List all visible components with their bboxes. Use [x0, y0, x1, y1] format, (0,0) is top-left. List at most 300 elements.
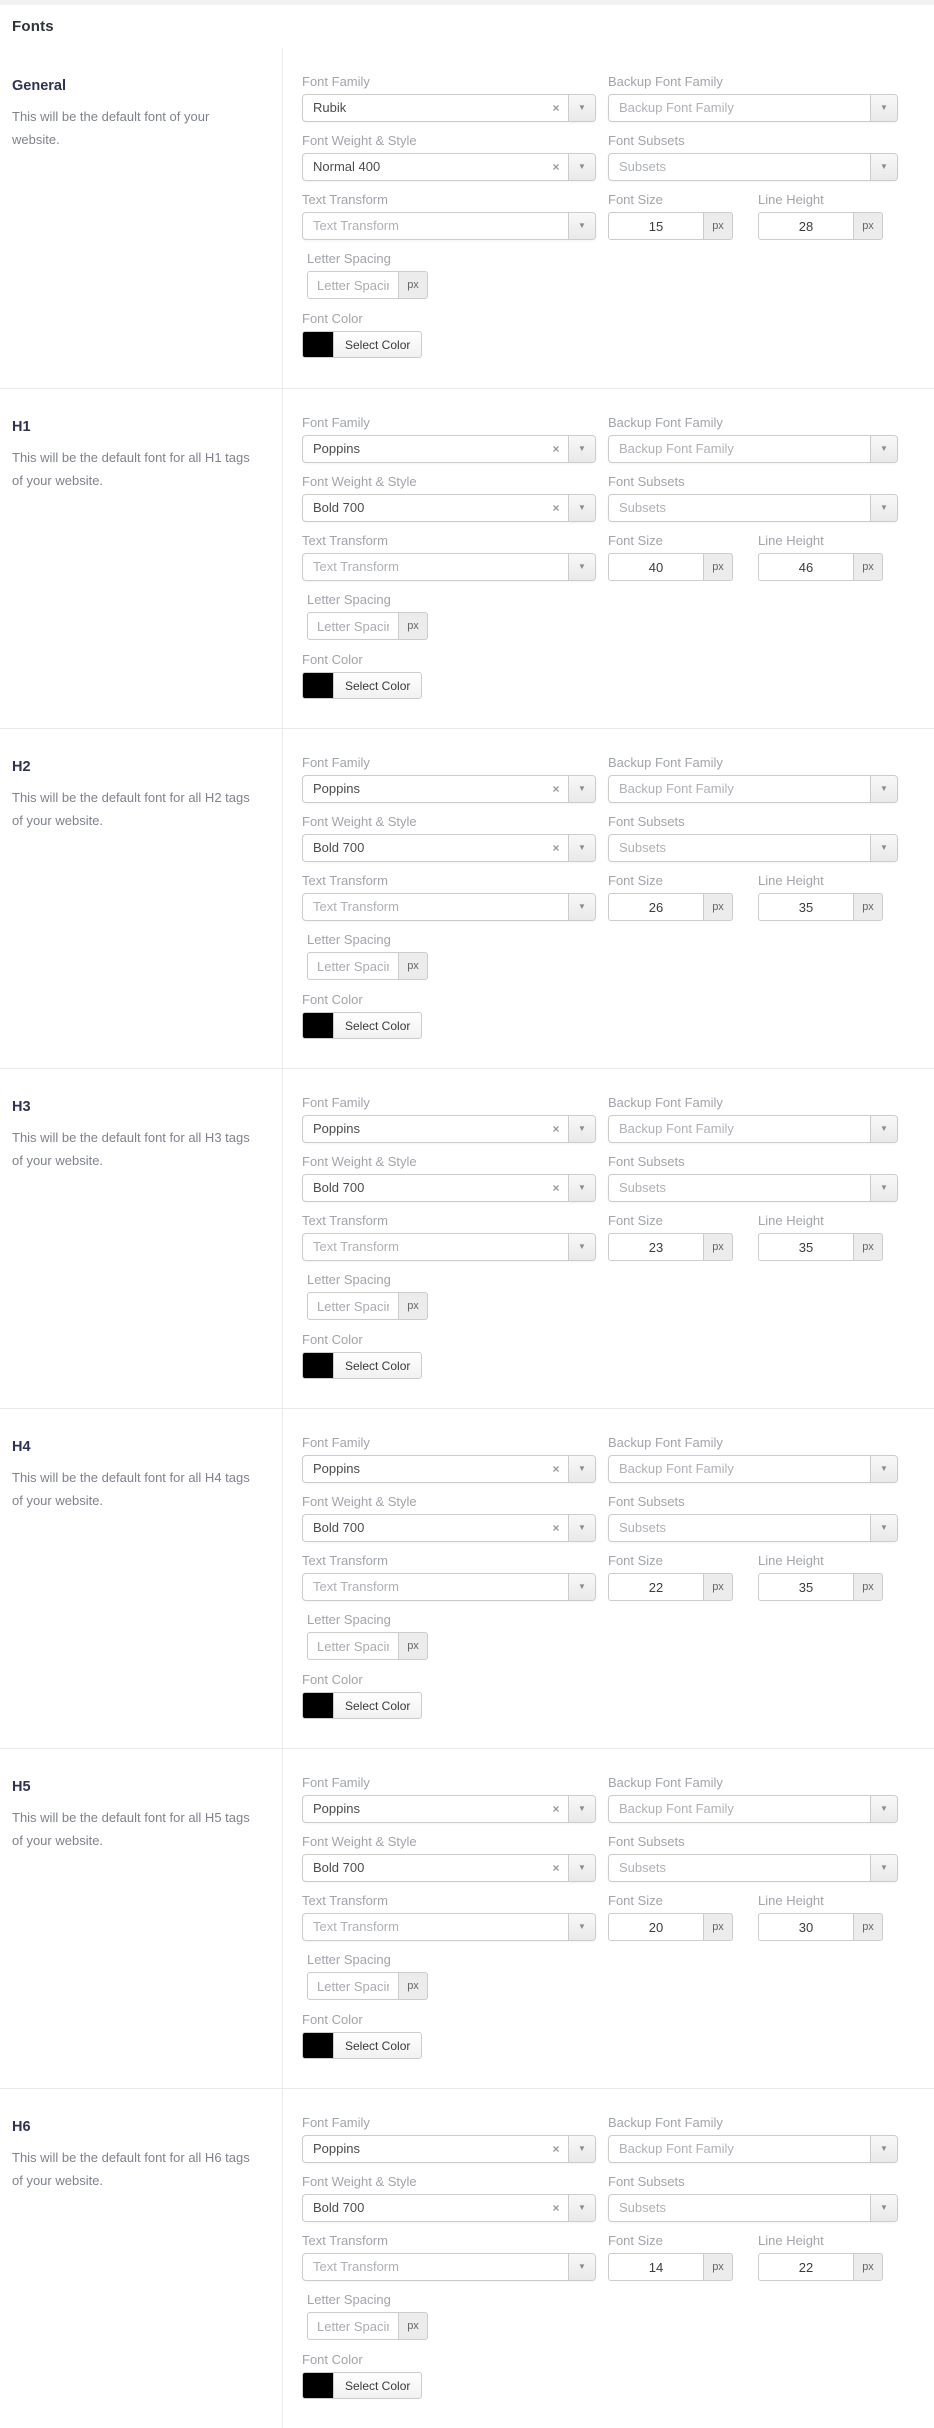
- line-height-field: [758, 192, 883, 240]
- chevron-down-icon: ▼: [578, 562, 586, 571]
- font-weight-label: Font Weight & Style: [302, 1154, 417, 1169]
- dropdown-toggle[interactable]: [870, 95, 897, 121]
- line-height-input[interactable]: [758, 212, 854, 240]
- section-fields: [283, 1409, 934, 1748]
- px-unit-suffix: px: [398, 952, 428, 980]
- section-info: [0, 48, 283, 388]
- line-height-input[interactable]: [758, 893, 854, 921]
- line-height-input[interactable]: [758, 1913, 854, 1941]
- letter-spacing-field: [307, 251, 922, 299]
- dropdown-toggle[interactable]: [870, 1796, 897, 1822]
- text-transform-select[interactable]: [302, 212, 596, 240]
- px-unit-suffix: px: [398, 1292, 428, 1320]
- line-height-input[interactable]: [758, 553, 854, 581]
- px-unit-suffix: px: [703, 1573, 733, 1601]
- font-color-field: [302, 1672, 922, 1723]
- chevron-down-icon: ▼: [578, 784, 586, 793]
- px-unit-suffix: px: [853, 2253, 883, 2281]
- font-family-field: [302, 1775, 596, 1823]
- dropdown-toggle[interactable]: [568, 2195, 595, 2221]
- backup-font-family-placeholder: Backup Font Family: [619, 2141, 734, 2156]
- section-info: [0, 2089, 283, 2428]
- dropdown-toggle[interactable]: [870, 1515, 897, 1541]
- clear-icon[interactable]: ×: [552, 2142, 560, 2156]
- section-fields: [283, 2089, 934, 2428]
- letter-spacing-label: Letter Spacing: [307, 251, 391, 266]
- color-swatch: [303, 332, 334, 357]
- backup-font-family-field: [608, 755, 898, 803]
- font-size-input[interactable]: [608, 212, 704, 240]
- select-color-button-label: Select Color: [345, 2038, 411, 2053]
- dropdown-toggle[interactable]: [568, 1914, 595, 1940]
- section-title: General: [12, 78, 66, 94]
- color-swatch: [303, 2373, 334, 2398]
- px-unit-suffix: px: [853, 212, 883, 240]
- backup-font-family-select[interactable]: [608, 94, 898, 122]
- font-weight-label: Font Weight & Style: [302, 1834, 417, 1849]
- font-size-label: Font Size: [608, 1553, 663, 1568]
- dropdown-toggle[interactable]: [568, 1116, 595, 1142]
- font-weight-field: [302, 1494, 596, 1542]
- text-transform-select[interactable]: [302, 2253, 596, 2281]
- backup-font-family-label: Backup Font Family: [608, 415, 723, 430]
- color-swatch: [303, 673, 334, 698]
- chevron-down-icon: ▼: [578, 1804, 586, 1813]
- line-height-input[interactable]: [758, 2253, 854, 2281]
- font-subsets-select[interactable]: [608, 1854, 898, 1882]
- letter-spacing-input[interactable]: [307, 1972, 399, 2000]
- chevron-down-icon: ▼: [578, 162, 586, 171]
- dropdown-toggle[interactable]: [568, 776, 595, 802]
- chevron-down-icon: ▼: [880, 1523, 888, 1532]
- font-weight-label: Font Weight & Style: [302, 474, 417, 489]
- px-unit-suffix: px: [853, 1233, 883, 1261]
- clear-icon[interactable]: ×: [552, 1802, 560, 1816]
- section-fields: [283, 389, 934, 728]
- section-info: [0, 1409, 283, 1748]
- dropdown-toggle[interactable]: [568, 495, 595, 521]
- font-family-field: [302, 74, 596, 122]
- font-color-label: Font Color: [302, 311, 363, 326]
- section-title: H1: [12, 419, 31, 435]
- select-color-button[interactable]: [302, 1692, 422, 1719]
- px-unit-suffix: px: [398, 1632, 428, 1660]
- color-swatch: [303, 1353, 334, 1378]
- font-family-select[interactable]: [302, 1795, 596, 1823]
- font-family-label: Font Family: [302, 755, 370, 770]
- backup-font-family-placeholder: Backup Font Family: [619, 781, 734, 796]
- font-size-input[interactable]: [608, 893, 704, 921]
- font-size-label: Font Size: [608, 2233, 663, 2248]
- dropdown-toggle[interactable]: [870, 1116, 897, 1142]
- chevron-down-icon: ▼: [880, 1464, 888, 1473]
- letter-spacing-input[interactable]: [307, 952, 399, 980]
- section-fields: [283, 48, 934, 388]
- select-color-button-label: Select Color: [345, 1018, 411, 1033]
- backup-font-family-label: Backup Font Family: [608, 74, 723, 89]
- line-height-input[interactable]: [758, 1573, 854, 1601]
- font-size-input[interactable]: [608, 2253, 704, 2281]
- clear-icon[interactable]: ×: [552, 1122, 560, 1136]
- font-weight-select[interactable]: [302, 1174, 596, 1202]
- font-family-select[interactable]: [302, 1455, 596, 1483]
- px-unit-suffix: px: [398, 612, 428, 640]
- font-subsets-field: [608, 1494, 898, 1542]
- select-color-button[interactable]: [302, 672, 422, 699]
- line-height-label: Line Height: [758, 2233, 824, 2248]
- font-size-field: [608, 1213, 733, 1261]
- text-transform-label: Text Transform: [302, 873, 388, 888]
- font-color-field: [302, 2352, 922, 2403]
- font-subsets-field: [608, 1154, 898, 1202]
- text-transform-label: Text Transform: [302, 533, 388, 548]
- section-h6: [0, 2088, 934, 2428]
- color-swatch: [303, 2033, 334, 2058]
- select-color-button[interactable]: [302, 331, 422, 358]
- text-transform-field: [302, 533, 596, 581]
- text-transform-placeholder: Text Transform: [313, 1579, 399, 1594]
- chevron-down-icon: ▼: [880, 162, 888, 171]
- chevron-down-icon: ▼: [880, 1183, 888, 1192]
- clear-icon[interactable]: ×: [552, 160, 560, 174]
- line-height-field: [758, 1553, 883, 1601]
- font-size-label: Font Size: [608, 192, 663, 207]
- chevron-down-icon: ▼: [578, 1242, 586, 1251]
- font-subsets-label: Font Subsets: [608, 474, 685, 489]
- chevron-down-icon: ▼: [578, 221, 586, 230]
- font-subsets-select[interactable]: [608, 153, 898, 181]
- backup-font-family-label: Backup Font Family: [608, 755, 723, 770]
- section-h2: [0, 728, 934, 1068]
- text-transform-select[interactable]: [302, 893, 596, 921]
- font-family-label: Font Family: [302, 74, 370, 89]
- font-family-value: Poppins: [313, 1461, 360, 1476]
- line-height-label: Line Height: [758, 1553, 824, 1568]
- backup-font-family-label: Backup Font Family: [608, 1095, 723, 1110]
- line-height-field: [758, 2233, 883, 2281]
- font-family-field: [302, 415, 596, 463]
- letter-spacing-input[interactable]: [307, 1292, 399, 1320]
- letter-spacing-input[interactable]: [307, 1632, 399, 1660]
- letter-spacing-field: [307, 2292, 922, 2340]
- dropdown-toggle[interactable]: [568, 95, 595, 121]
- select-color-button[interactable]: [302, 1012, 422, 1039]
- dropdown-toggle[interactable]: [568, 2254, 595, 2280]
- dropdown-toggle[interactable]: [568, 1456, 595, 1482]
- dropdown-toggle[interactable]: [870, 2136, 897, 2162]
- chevron-down-icon: ▼: [578, 1523, 586, 1532]
- font-family-label: Font Family: [302, 415, 370, 430]
- letter-spacing-label: Letter Spacing: [307, 1952, 391, 1967]
- clear-icon[interactable]: ×: [552, 841, 560, 855]
- section-info: [0, 1069, 283, 1408]
- backup-font-family-field: [608, 74, 898, 122]
- backup-font-family-field: [608, 1435, 898, 1483]
- font-weight-select[interactable]: [302, 1514, 596, 1542]
- font-family-select[interactable]: [302, 775, 596, 803]
- chevron-down-icon: ▼: [578, 2203, 586, 2212]
- font-subsets-placeholder: Subsets: [619, 2200, 666, 2215]
- dropdown-toggle[interactable]: [870, 776, 897, 802]
- font-size-field: [608, 2233, 733, 2281]
- font-subsets-select[interactable]: [608, 494, 898, 522]
- dropdown-toggle[interactable]: [568, 1796, 595, 1822]
- letter-spacing-input[interactable]: [307, 612, 399, 640]
- font-weight-field: [302, 133, 596, 181]
- chevron-down-icon: ▼: [880, 103, 888, 112]
- letter-spacing-label: Letter Spacing: [307, 592, 391, 607]
- text-transform-select[interactable]: [302, 553, 596, 581]
- dropdown-toggle[interactable]: [568, 436, 595, 462]
- clear-icon[interactable]: ×: [552, 782, 560, 796]
- text-transform-placeholder: Text Transform: [313, 1919, 399, 1934]
- line-height-field: [758, 1893, 883, 1941]
- dropdown-toggle[interactable]: [870, 436, 897, 462]
- section-info: [0, 1749, 283, 2088]
- font-family-value: Poppins: [313, 441, 360, 456]
- chevron-down-icon: ▼: [880, 2203, 888, 2212]
- dropdown-toggle[interactable]: [568, 1574, 595, 1600]
- px-unit-suffix: px: [703, 212, 733, 240]
- font-size-field: [608, 1553, 733, 1601]
- chevron-down-icon: ▼: [578, 843, 586, 852]
- font-weight-value: Bold 700: [313, 500, 365, 515]
- px-unit-suffix: px: [703, 553, 733, 581]
- font-weight-select[interactable]: [302, 2194, 596, 2222]
- clear-icon[interactable]: ×: [552, 1861, 560, 1875]
- select-color-button-label: Select Color: [345, 1358, 411, 1373]
- font-family-value: Poppins: [313, 781, 360, 796]
- font-subsets-select[interactable]: [608, 2194, 898, 2222]
- dropdown-toggle[interactable]: [568, 1515, 595, 1541]
- font-subsets-label: Font Subsets: [608, 1494, 685, 1509]
- line-height-input[interactable]: [758, 1233, 854, 1261]
- backup-font-family-select[interactable]: [608, 775, 898, 803]
- letter-spacing-label: Letter Spacing: [307, 1612, 391, 1627]
- dropdown-toggle[interactable]: [870, 154, 897, 180]
- font-size-field: [608, 1893, 733, 1941]
- font-weight-label: Font Weight & Style: [302, 133, 417, 148]
- chevron-down-icon: ▼: [880, 1863, 888, 1872]
- font-subsets-label: Font Subsets: [608, 1834, 685, 1849]
- text-transform-field: [302, 1893, 596, 1941]
- font-color-label: Font Color: [302, 2012, 363, 2027]
- font-color-label: Font Color: [302, 992, 363, 1007]
- chevron-down-icon: ▼: [880, 843, 888, 852]
- text-transform-field: [302, 1213, 596, 1261]
- section-description: This will be the default font of your website.: [12, 109, 210, 148]
- px-unit-suffix: px: [398, 2312, 428, 2340]
- section-h5: [0, 1748, 934, 2088]
- clear-icon[interactable]: ×: [552, 442, 560, 456]
- clear-icon[interactable]: ×: [552, 1181, 560, 1195]
- dropdown-toggle[interactable]: [568, 554, 595, 580]
- dropdown-toggle[interactable]: [568, 1855, 595, 1881]
- font-family-select[interactable]: [302, 94, 596, 122]
- font-size-input[interactable]: [608, 1913, 704, 1941]
- font-size-label: Font Size: [608, 1213, 663, 1228]
- font-subsets-label: Font Subsets: [608, 133, 685, 148]
- section-title: H3: [12, 1099, 31, 1115]
- dropdown-toggle[interactable]: [568, 1234, 595, 1260]
- letter-spacing-input[interactable]: [307, 2312, 399, 2340]
- dropdown-toggle[interactable]: [870, 2195, 897, 2221]
- font-family-label: Font Family: [302, 1095, 370, 1110]
- backup-font-family-select[interactable]: [608, 1455, 898, 1483]
- font-size-field: [608, 873, 733, 921]
- section-description: This will be the default font for all H3 tags of your website.: [12, 1130, 250, 1169]
- text-transform-placeholder: Text Transform: [313, 899, 399, 914]
- text-transform-placeholder: Text Transform: [313, 218, 399, 233]
- font-family-select[interactable]: [302, 2135, 596, 2163]
- page-title: Fonts: [12, 18, 54, 35]
- chevron-down-icon: ▼: [578, 1124, 586, 1133]
- clear-icon[interactable]: ×: [552, 501, 560, 515]
- line-height-label: Line Height: [758, 1893, 824, 1908]
- font-family-field: [302, 1095, 596, 1143]
- text-transform-label: Text Transform: [302, 2233, 388, 2248]
- font-weight-value: Bold 700: [313, 2200, 365, 2215]
- font-family-select[interactable]: [302, 1115, 596, 1143]
- letter-spacing-label: Letter Spacing: [307, 1272, 391, 1287]
- font-weight-value: Bold 700: [313, 1180, 365, 1195]
- line-height-field: [758, 873, 883, 921]
- backup-font-family-label: Backup Font Family: [608, 1435, 723, 1450]
- font-size-input[interactable]: [608, 553, 704, 581]
- select-color-button-label: Select Color: [345, 678, 411, 693]
- select-color-button[interactable]: [302, 2372, 422, 2399]
- section-info: [0, 389, 283, 728]
- px-unit-suffix: px: [703, 2253, 733, 2281]
- dropdown-toggle[interactable]: [568, 154, 595, 180]
- px-unit-suffix: px: [703, 1233, 733, 1261]
- font-family-field: [302, 2115, 596, 2163]
- dropdown-toggle[interactable]: [870, 835, 897, 861]
- font-sections-list: [0, 48, 934, 2428]
- letter-spacing-field: [307, 1612, 922, 1660]
- font-family-value: Rubik: [313, 100, 347, 115]
- select-color-button-label: Select Color: [345, 1698, 411, 1713]
- backup-font-family-select[interactable]: [608, 2135, 898, 2163]
- dropdown-toggle[interactable]: [568, 894, 595, 920]
- font-weight-select[interactable]: [302, 834, 596, 862]
- font-size-input[interactable]: [608, 1233, 704, 1261]
- chevron-down-icon: ▼: [578, 902, 586, 911]
- dropdown-toggle[interactable]: [568, 835, 595, 861]
- letter-spacing-input[interactable]: [307, 271, 399, 299]
- text-transform-label: Text Transform: [302, 1213, 388, 1228]
- font-size-input[interactable]: [608, 1573, 704, 1601]
- chevron-down-icon: ▼: [880, 2144, 888, 2153]
- font-color-field: [302, 2012, 922, 2063]
- backup-font-family-select[interactable]: [608, 435, 898, 463]
- font-size-field: [608, 533, 733, 581]
- dropdown-toggle[interactable]: [568, 2136, 595, 2162]
- font-weight-value: Bold 700: [313, 1860, 365, 1875]
- select-color-button[interactable]: [302, 2032, 422, 2059]
- font-color-field: [302, 992, 922, 1043]
- font-subsets-select[interactable]: [608, 1514, 898, 1542]
- letter-spacing-label: Letter Spacing: [307, 932, 391, 947]
- font-subsets-placeholder: Subsets: [619, 1520, 666, 1535]
- font-subsets-field: [608, 133, 898, 181]
- text-transform-select[interactable]: [302, 1233, 596, 1261]
- clear-icon[interactable]: ×: [552, 1521, 560, 1535]
- font-size-label: Font Size: [608, 533, 663, 548]
- dropdown-toggle[interactable]: [870, 1175, 897, 1201]
- font-family-select[interactable]: [302, 435, 596, 463]
- backup-font-family-select[interactable]: [608, 1795, 898, 1823]
- backup-font-family-placeholder: Backup Font Family: [619, 100, 734, 115]
- text-transform-select[interactable]: [302, 1913, 596, 1941]
- line-height-field: [758, 1213, 883, 1261]
- font-subsets-placeholder: Subsets: [619, 1180, 666, 1195]
- font-subsets-placeholder: Subsets: [619, 840, 666, 855]
- section-info: [0, 729, 283, 1068]
- backup-font-family-select[interactable]: [608, 1115, 898, 1143]
- font-family-value: Poppins: [313, 1121, 360, 1136]
- dropdown-toggle[interactable]: [870, 1456, 897, 1482]
- font-color-field: [302, 652, 922, 703]
- font-subsets-select[interactable]: [608, 834, 898, 862]
- font-color-label: Font Color: [302, 652, 363, 667]
- text-transform-select[interactable]: [302, 1573, 596, 1601]
- px-unit-suffix: px: [853, 1573, 883, 1601]
- letter-spacing-field: [307, 932, 922, 980]
- font-family-label: Font Family: [302, 1435, 370, 1450]
- px-unit-suffix: px: [703, 1913, 733, 1941]
- font-weight-select[interactable]: [302, 1854, 596, 1882]
- clear-icon[interactable]: ×: [552, 2201, 560, 2215]
- font-subsets-label: Font Subsets: [608, 2174, 685, 2189]
- letter-spacing-field: [307, 1272, 922, 1320]
- color-swatch: [303, 1693, 334, 1718]
- font-color-field: [302, 1332, 922, 1383]
- text-transform-field: [302, 2233, 596, 2281]
- font-subsets-placeholder: Subsets: [619, 500, 666, 515]
- section-title: H2: [12, 759, 31, 775]
- px-unit-suffix: px: [853, 893, 883, 921]
- dropdown-toggle[interactable]: [568, 1175, 595, 1201]
- dropdown-toggle[interactable]: [568, 213, 595, 239]
- font-subsets-select[interactable]: [608, 1174, 898, 1202]
- font-size-field: [608, 192, 733, 240]
- font-subsets-field: [608, 474, 898, 522]
- line-height-label: Line Height: [758, 873, 824, 888]
- font-subsets-field: [608, 2174, 898, 2222]
- backup-font-family-label: Backup Font Family: [608, 2115, 723, 2130]
- line-height-label: Line Height: [758, 1213, 824, 1228]
- section-title: H5: [12, 1779, 31, 1795]
- dropdown-toggle[interactable]: [870, 1855, 897, 1881]
- section-fields: [283, 1749, 934, 2088]
- clear-icon[interactable]: ×: [552, 101, 560, 115]
- font-weight-select[interactable]: [302, 153, 596, 181]
- dropdown-toggle[interactable]: [870, 495, 897, 521]
- font-weight-select[interactable]: [302, 494, 596, 522]
- backup-font-family-field: [608, 2115, 898, 2163]
- chevron-down-icon: ▼: [578, 103, 586, 112]
- text-transform-placeholder: Text Transform: [313, 1239, 399, 1254]
- clear-icon[interactable]: ×: [552, 1462, 560, 1476]
- section-general: [0, 48, 934, 388]
- font-family-value: Poppins: [313, 1801, 360, 1816]
- px-unit-suffix: px: [703, 893, 733, 921]
- select-color-button[interactable]: [302, 1352, 422, 1379]
- font-color-label: Font Color: [302, 2352, 363, 2367]
- section-fields: [283, 1069, 934, 1408]
- font-size-label: Font Size: [608, 1893, 663, 1908]
